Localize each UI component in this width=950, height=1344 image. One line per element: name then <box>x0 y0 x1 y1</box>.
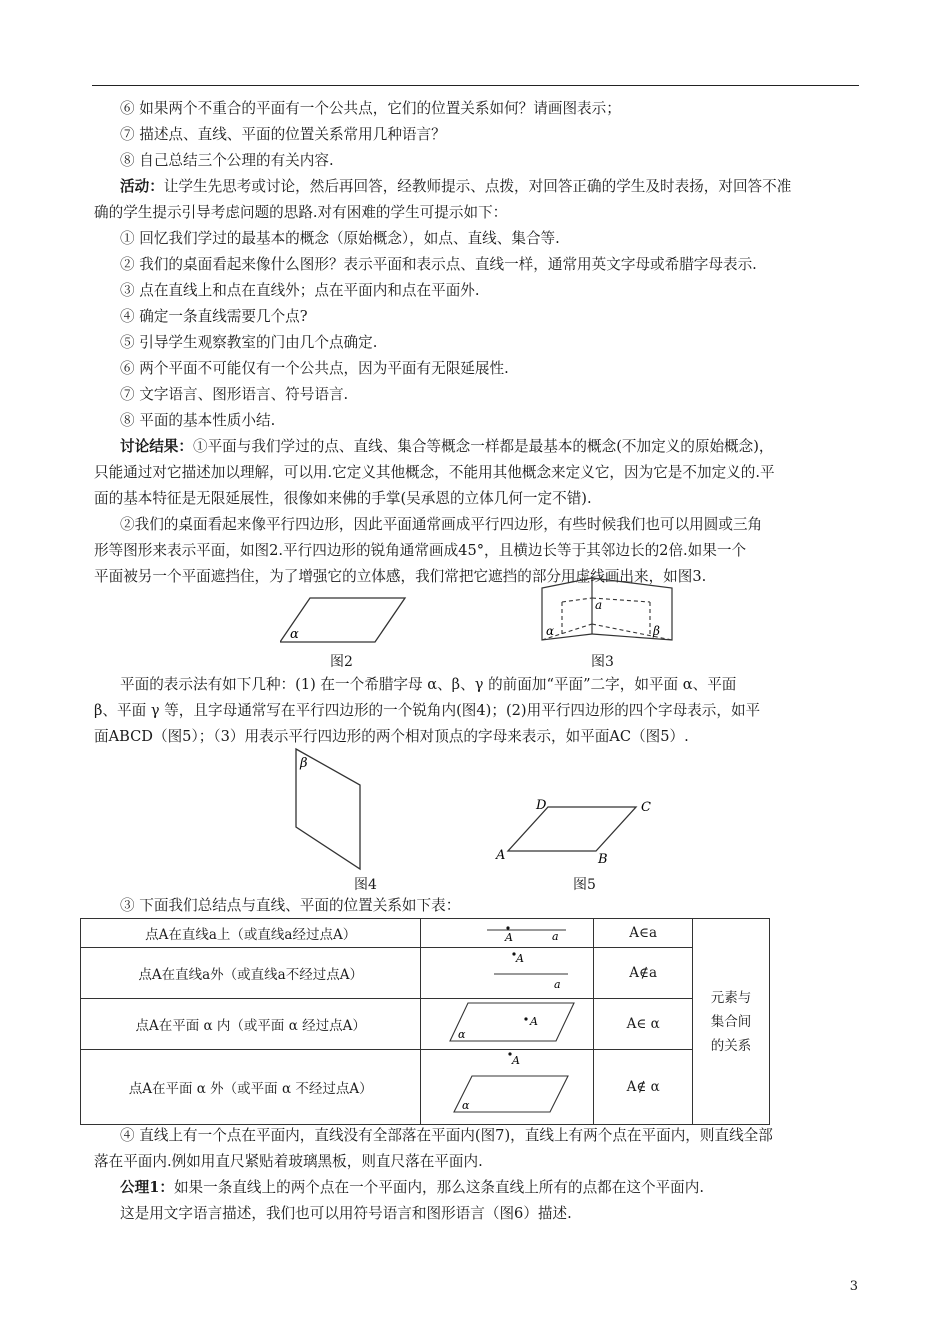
figure-5-caption: 图5 <box>573 877 596 893</box>
hint-3: ③ 点在直线上和点在直线外；点在平面内和点在平面外. <box>120 282 480 299</box>
discussion-line-4: ②我们的桌面看起来像平行四边形，因此平面通常画成平行四边形，有些时候我们也可以用圆或三角 <box>120 516 763 533</box>
relation-side-cell: 元素与 集合间 的关系 <box>693 919 770 1125</box>
row1-symbol: A∈a <box>594 919 693 948</box>
axiom-line-2: 这是用文字语言描述，我们也可以用符号语言和图形语言（图6）描述. <box>120 1205 572 1222</box>
question-6: ⑥ 如果两个不重合的平面有一个公共点，它们的位置关系如何？请画图表示； <box>120 100 621 117</box>
row2-line-label: a <box>554 978 561 991</box>
hint-8: ⑧ 平面的基本性质小结. <box>120 412 276 429</box>
row2-desc: 点A在直线a外（或直线a不经过点A） <box>81 948 421 999</box>
hint-4: ④ 确定一条直线需要几个点? <box>120 308 308 325</box>
hint-7: ⑦ 文字语言、图形语言、符号语言. <box>120 386 349 403</box>
row1-desc: 点A在直线a上（或直线a经过点A） <box>81 919 421 948</box>
question-8: ⑧ 自己总结三个公理的有关内容. <box>120 152 334 169</box>
row4-figure <box>421 1050 594 1125</box>
table-intro: ③ 下面我们总结点与直线、平面的位置关系如下表： <box>120 897 461 914</box>
row4-desc: 点A在平面 α 外（或平面 α 不经过点A） <box>81 1050 421 1125</box>
table-row <box>81 1050 770 1125</box>
row3-desc: 点A在平面 α 内（或平面 α 经过点A） <box>81 999 421 1050</box>
row2-point-label: A <box>516 952 525 965</box>
figure-2-caption: 图2 <box>330 654 353 670</box>
hint-1: ① 回忆我们学过的最基本的概念（原始概念），如点、直线、集合等. <box>120 230 560 247</box>
fig3-alpha-label: α <box>546 624 555 638</box>
row1-line-label: a <box>552 930 559 943</box>
fig5-label-b: B <box>598 852 608 867</box>
discussion-line-2: 只能通过对它描述加以理解，可以用.它定义其他概念，不能用其他概念来定义它，因为它是不加定义的.平 <box>94 464 775 481</box>
notation-line-3: 面ABCD（图5）；（3）用表示平行四边形的两个相对顶点的字母来表示，如平面AC（图5）. <box>94 728 689 745</box>
discussion-line-5: 形等图形来表示平面，如图2.平行四边形的锐角通常画成45°，且横边长等于其邻边长的2倍.如果一个 <box>94 542 747 559</box>
row1-point-label: A <box>505 931 514 943</box>
discussion-line-6: 平面被另一个平面遮挡住，为了增强它的立体感，我们常把它遮挡的部分用虚线画出来，如图3. <box>94 568 707 585</box>
page-number: 3 <box>849 1279 858 1294</box>
row2-figure <box>421 948 594 999</box>
row4-symbol: A∉ α <box>594 1050 693 1125</box>
row1-figure <box>421 919 594 948</box>
discussion-line-3: 面的基本特征是无限延展性，很像如来佛的手掌(吴承恩的立体几何一定不错). <box>94 490 592 507</box>
row3-point-label: A <box>530 1015 539 1028</box>
figure-3-caption: 图3 <box>591 654 614 670</box>
figure-3-intersecting-planes <box>538 574 678 646</box>
fig3-beta-label: β <box>653 624 660 638</box>
hint-5: ⑤ 引导学生观察教室的门由几个点确定. <box>120 334 378 351</box>
relation-table <box>80 918 770 1125</box>
figure-2-plane <box>280 592 410 650</box>
para4-line-2: 落在平面内.例如用直尺紧贴着玻璃黑板，则直尺落在平面内. <box>94 1153 483 1170</box>
activity-label: 活动： <box>120 178 164 195</box>
row4-point-label: A <box>512 1054 521 1067</box>
hint-6: ⑥ 两个平面不可能仅有一个公共点，因为平面有无限延展性. <box>120 360 509 377</box>
fig4-plane-label: β <box>300 756 308 771</box>
discussion-line-1: 讨论结果：①平面与我们学过的点、直线、集合等概念一样都是最基本的概念(不加定义的原始概念)， <box>120 438 774 455</box>
figure-4-caption: 图4 <box>354 877 377 893</box>
axiom-1: 公理1：如果一条直线上的两个点在一个平面内，那么这条直线上所有的点都在这个平面内. <box>120 1179 704 1196</box>
fig5-label-a: A <box>496 848 506 863</box>
row3-figure <box>421 999 594 1050</box>
row2-symbol: A∉a <box>594 948 693 999</box>
table-row <box>81 919 770 948</box>
row4-plane-label: α <box>462 1099 470 1112</box>
notation-line-2: β、平面 γ 等，且字母通常写在平行四边形的一个锐角内(图4)；(2)用平行四边形的四个字母表示，如平 <box>94 702 761 719</box>
row3-plane-label: α <box>458 1028 466 1041</box>
table-row <box>81 948 770 999</box>
row3-symbol: A∈ α <box>594 999 693 1050</box>
hint-2: ② 我们的桌面看起来像什么图形？表示平面和表示点、直线一样，通常用英文字母或希腊字母表示. <box>120 256 757 273</box>
notation-line-1: 平面的表示法有如下几种：(1) 在一个希腊字母 α、β、γ 的前面加“平面”二字，如平面 α、平面 <box>120 676 737 693</box>
figure-4-plane <box>290 745 370 875</box>
fig2-plane-label: α <box>290 627 299 642</box>
activity-line-1: 活动：让学生先思考或讨论，然后再回答，经教师提示、点拨，对回答正确的学生及时表扬，对回答不准 <box>120 178 792 195</box>
fig5-label-c: C <box>641 800 651 815</box>
fig3-line-label: a <box>595 598 603 612</box>
table-row <box>81 999 770 1050</box>
figure-5-plane-abcd <box>490 795 660 867</box>
header-rule <box>92 85 859 86</box>
fig5-label-d: D <box>536 798 547 813</box>
activity-line-2: 确的学生提示引导考虑问题的思路.对有困难的学生可提示如下： <box>94 204 508 221</box>
discussion-label: 讨论结果： <box>120 438 193 455</box>
axiom-label: 公理1： <box>120 1179 174 1196</box>
para4-line-1: ④ 直线上有一个点在平面内，直线没有全部落在平面内(图7)，直线上有两个点在平面内，则直线全部 <box>120 1127 773 1144</box>
question-7: ⑦ 描述点、直线、平面的位置关系常用几种语言？ <box>120 126 446 143</box>
